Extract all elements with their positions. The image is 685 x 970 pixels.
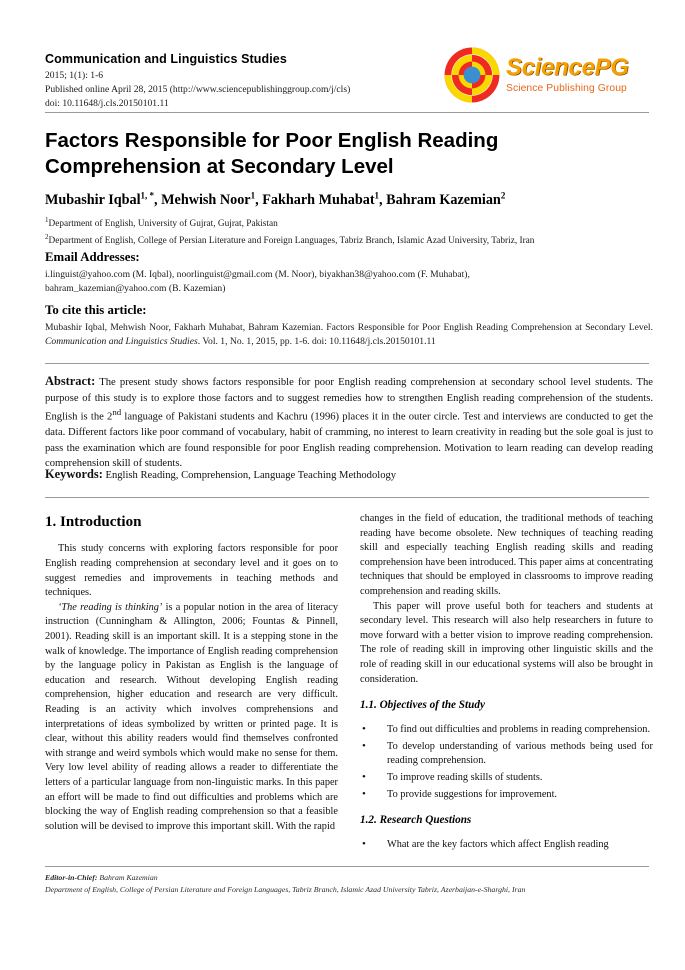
affiliation-2-text: Department of English, College of Persian Literature and Foreign Languages, Tabriz Branch, Islamic Azad University, Tabriz, Iran [48, 235, 535, 246]
abstract-block [45, 372, 653, 472]
journal-doi-line: doi: 10.11648/j.cls.20150101.11 [45, 98, 169, 110]
objective-item: • To provide suggestions for improvement. [360, 788, 653, 803]
body-columns [45, 512, 653, 864]
author-names: Mubashir Iqbal$^{1, *}$, Mehwish Noor$^1$, Fakharh Muhabat$^1$, Bahram Kazemian$^2$ [45, 190, 506, 208]
journal-volume-line: 2015; 1(1): 1-6 [45, 69, 104, 81]
affiliation-1-text: Department of English, University of Gujrat, Gujrat, Pakistan [48, 219, 278, 230]
intro-paragraph-3: changes in the field of education, the traditional methods of teaching reading have become obsolete. New techniques of teaching reading skill and especially teaching English reading skills and reading comprehension have been introduced. This paper aims at concentrating techniques that should be employed in classrooms to improve reading comprehension and reading skills. [360, 513, 653, 598]
objectives-list [360, 723, 653, 802]
abstract-label: Abstract: [45, 374, 96, 388]
intro-paragraph-4: This paper will prove useful both for teachers and students at secondary level. This research will also help researchers in future to move forward with a better vision to improve reading comprehension. The role of reading skill in improving other linguistic skills and the role of reading skill in our educational systems will also be brought in consideration. [360, 600, 653, 685]
page-footer [45, 872, 653, 896]
footer-divider [45, 866, 649, 867]
citation-block [45, 303, 653, 350]
article-title-line-2: Comprehension at Secondary Level [45, 154, 394, 178]
objective-item: • To develop understanding of various methods being used for reading comprehension. [360, 740, 653, 769]
objective-item: • To improve reading skills of students. [360, 771, 653, 786]
keywords-text: English Reading, Comprehension, Language Teaching Methodology [102, 470, 397, 481]
objective-item: • To find out difficulties and problems in reading comprehension. [360, 723, 653, 738]
body-top-divider [45, 497, 649, 498]
article-title-line-1: Factors Responsible for Poor English Reading [45, 129, 499, 152]
citation-text-after: . Vol. 1, No. 1, 2015, pp. 1-6. doi: 10.11648/j.cls.20150101.11 [197, 336, 436, 348]
footer-editor-affiliation: Department of English, College of Persian Literature and Foreign Languages, Tabriz Branch, Islamic Azad University Tabriz, Azerbaijan-e-Sharghi, Iran [45, 885, 526, 895]
keywords-label: Keywords: [45, 467, 103, 481]
journal-masthead [45, 52, 445, 110]
abstract-top-divider [45, 363, 649, 364]
footer-editor-line [45, 872, 653, 884]
intro-paragraph-2-quote: ‘The reading is thinking’ [58, 601, 163, 613]
footer-editor-name: Bahram Kazemian [97, 873, 158, 882]
subsection-heading-research-questions: 1.2. Research Questions [360, 814, 472, 827]
email-addresses-body [45, 268, 645, 296]
citation-journal-name: Communication and Linguistics Studies [45, 336, 198, 348]
abstract-part-1: The present study shows factors responsible for poor English reading comprehension at secondary school level students. The purpose of this study is to explore those factors and to suggest remedies how to strengthen English reading comprehension of the students. English is the 2 [45, 377, 653, 423]
research-questions-list [360, 838, 653, 853]
masthead-divider [45, 112, 649, 113]
body-column-left [45, 512, 338, 864]
body-column-right [360, 512, 653, 864]
affiliation-2: $^2$Department of English, College of Persian Literature and Foreign Languages, Tabriz Branch, Islamic Azad University, Tabriz, Iran [45, 232, 535, 246]
abstract-superscript: nd [112, 407, 122, 418]
citation-heading: To cite this article: [45, 303, 147, 317]
sciencepg-logo-icon [444, 47, 500, 103]
email-line-1[interactable]: i.linguist@yahoo.com (M. Iqbal), noorlinguist@gmail.com (M. Noor), biyakhan38@yahoo.com (F. Muhabat), [45, 269, 470, 280]
logo-wordmark: SciencePG [506, 53, 629, 81]
journal-published-line: Published online April 28, 2015 (http://www.sciencepublishinggroup.com/j/cls) [45, 83, 351, 95]
keywords-block [45, 466, 653, 484]
intro-paragraph-2 [45, 601, 338, 835]
citation-body [45, 321, 653, 350]
journal-title: Communication and Linguistics Studies [45, 52, 287, 66]
email-addresses-block [45, 250, 645, 296]
intro-paragraph-2-rest: is a popular notion in the area of literacy instruction (Cunningham & Allington, 2006; Fountas & Pinnell, 2001). Reading skill is an important skill. It is a stepping stone in the walk of knowledge. The importance of English reading comprehension by the language policy in Pakistan as English is the language of education and research. Without developing English reading comprehension, higher education and research are very difficult. Reading is an activity which involves comprehensions and interpretations of ideas symbolized by written or printed page. It is clear, without this ability readers would find themselves confronted with strange and weird symbols which would make no sense for them. Very low level ability of reading allows a reader to differentiate the letters of a particular language from non-linguistic marks. In this paper an effort will be made to find out difficulties and problems which are blocking the way of English reading comprehension so that a feasible solution will be devised to improve this important skill. With the rapid [45, 601, 338, 832]
logo-subtitle: Science Publishing Group [506, 82, 627, 94]
affiliation-1: $^1$Department of English, University of Gujrat, Gujrat, Pakistan [45, 216, 278, 230]
footer-editor-label: Editor-in-Chief: [45, 873, 98, 882]
intro-paragraph-1: This study concerns with exploring factors responsible for poor English reading comprehension at secondary level and it goes on to suggest remedies and improvements in teaching methods and techniques. [45, 543, 338, 599]
section-heading-introduction: 1. Introduction [45, 514, 142, 530]
article-title [45, 128, 605, 180]
logo-text-block [506, 53, 629, 94]
research-question-item: • What are the key factors which affect English reading [360, 838, 653, 853]
citation-text-before: Mubashir Iqbal, Mehwish Noor, Fakharh Muhabat, Bahram Kazemian. Factors Responsible for Poor English Reading Comprehension at Secondary Level. [45, 322, 653, 333]
affiliation-list [45, 215, 655, 248]
email-line-2[interactable]: bahram_kazemian@yahoo.com (B. Kazemian) [45, 282, 226, 294]
email-addresses-heading: Email Addresses: [45, 250, 140, 264]
abstract-part-2: language of Pakistani students and Kachru (1996) places it in the outer circle. Test and interviews are conducted to get the data. Different factors like poor command of vocabulary, habit of cramming, no interest to learn creativity in reading but the sole goal is just to pass the examination which are found responsible for poor English reading comprehension. Motivation to learn reading can develop reading comprehension skill of students. [45, 411, 654, 470]
subsection-heading-objectives: 1.1. Objectives of the Study [360, 699, 485, 712]
publisher-logo [444, 44, 649, 106]
author-list [45, 190, 645, 209]
